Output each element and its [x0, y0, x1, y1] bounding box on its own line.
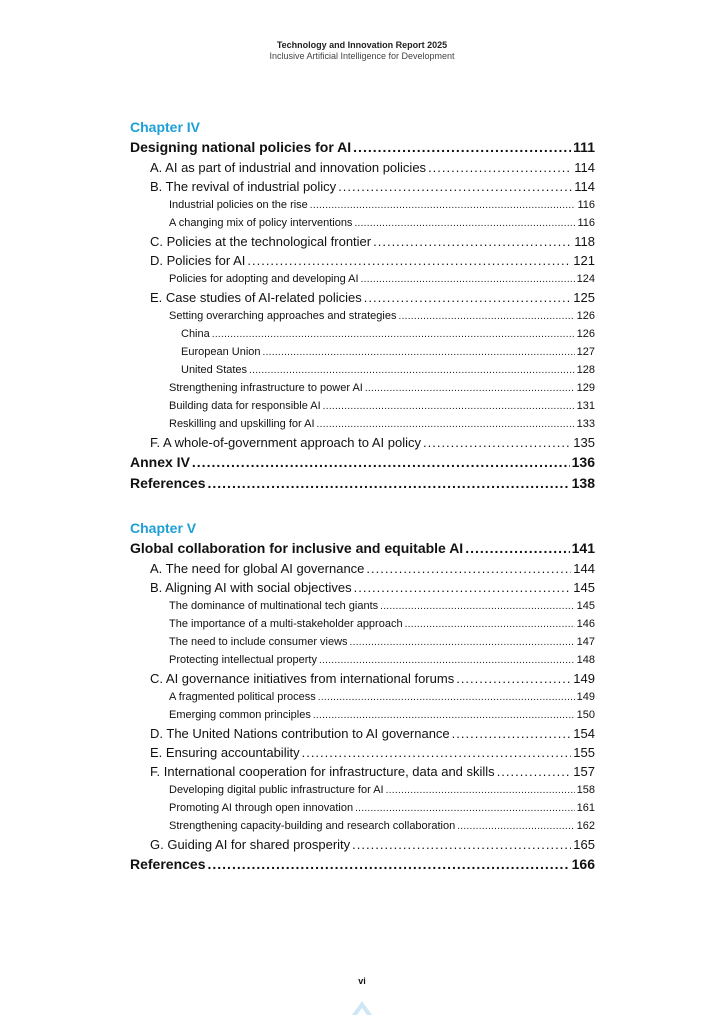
toc-entry[interactable] — [130, 559, 595, 578]
toc-entry[interactable] — [130, 433, 595, 452]
toc-entry-page: 145 — [576, 600, 595, 612]
toc-entry-page: 162 — [576, 820, 595, 832]
toc-entry-title: Annex IV — [130, 454, 190, 470]
toc-entry-title: The dominance of multinational tech giants — [169, 600, 379, 612]
toc-entry-title: Strengthening infrastructure to power AI — [169, 382, 363, 394]
toc-entry-title: References — [130, 856, 206, 872]
toc-entry-title: References — [130, 475, 206, 491]
toc-entry[interactable] — [130, 835, 595, 854]
toc-entry[interactable] — [130, 578, 595, 597]
toc-entry[interactable] — [130, 633, 595, 651]
dot-leader — [208, 473, 570, 494]
toc-entry-page: 166 — [571, 856, 595, 872]
dot-leader — [405, 616, 575, 634]
toc-entry-page: 124 — [576, 273, 595, 285]
toc-entry-title: D. The United Nations contribution to AI governance — [150, 726, 450, 741]
toc-entry-title: Promoting AI through open innovation — [169, 802, 354, 814]
toc-entry[interactable] — [130, 799, 595, 817]
toc-entry-page: 118 — [574, 234, 595, 249]
toc-entry-page: 158 — [576, 784, 595, 796]
dot-leader — [319, 652, 575, 670]
toc-entry[interactable] — [130, 214, 595, 232]
dot-leader — [354, 215, 575, 233]
dot-leader — [497, 762, 572, 781]
toc-entry-page: 128 — [576, 364, 595, 376]
toc-entry[interactable] — [130, 817, 595, 835]
dot-leader — [310, 197, 576, 215]
toc-entry-page: 149 — [576, 691, 595, 703]
chevron-up-icon[interactable] — [350, 995, 374, 1017]
toc-chapter-5 — [130, 518, 595, 875]
toc-entry-page: 145 — [573, 580, 595, 595]
chapter-label: Chapter IV — [130, 119, 201, 135]
toc-entry-title: C. AI governance initiatives from international forums — [150, 671, 455, 686]
toc-entry-title: Strengthening capacity-building and research collaboration — [169, 820, 456, 832]
dot-leader — [373, 232, 572, 251]
toc-entry[interactable] — [130, 706, 595, 724]
dot-leader — [354, 578, 572, 597]
dot-leader — [317, 416, 575, 434]
toc-entry-title: E. Ensuring accountability — [150, 745, 300, 760]
toc-entry-title: Global collaboration for inclusive and equitable AI — [130, 540, 464, 556]
toc-entry[interactable] — [130, 343, 595, 361]
toc-entry-title: Protecting intellectual property — [169, 654, 317, 666]
toc-entry-page: 154 — [573, 726, 595, 741]
report-title: Technology and Innovation Report 2025 — [276, 40, 448, 50]
dot-leader — [249, 362, 575, 380]
dot-leader — [352, 835, 571, 854]
dot-leader — [366, 559, 571, 578]
toc-entry[interactable] — [130, 177, 595, 196]
dot-leader — [338, 177, 572, 196]
toc-entry[interactable] — [130, 724, 595, 743]
dot-leader — [398, 308, 574, 326]
toc-entry-page: 146 — [576, 618, 595, 630]
toc-entry-title: A changing mix of policy interventions — [169, 217, 353, 229]
toc-entry-page: 125 — [573, 290, 595, 305]
chapter-label: Chapter V — [130, 520, 197, 536]
toc-entry-title: The importance of a multi-stakeholder approach — [169, 618, 403, 630]
toc-entry[interactable] — [130, 397, 595, 415]
toc-entry[interactable] — [130, 196, 595, 214]
toc-chapter-4 — [130, 117, 595, 494]
dot-leader — [386, 782, 575, 800]
toc-entry-page: 135 — [573, 435, 595, 450]
toc-entry-page: 121 — [573, 253, 595, 268]
toc-entry-title: United States — [181, 364, 248, 376]
dot-leader — [465, 538, 569, 559]
toc-entry-page: 116 — [577, 217, 595, 229]
toc-entry[interactable] — [130, 597, 595, 615]
toc-entry[interactable] — [130, 361, 595, 379]
toc-entry-title: B. The revival of industrial policy — [150, 179, 337, 194]
toc-entry-page: 126 — [576, 310, 595, 322]
toc-entry[interactable] — [130, 288, 595, 307]
dot-leader — [355, 800, 575, 818]
toc-entry[interactable] — [130, 669, 595, 688]
dot-leader — [208, 854, 570, 875]
toc-entry-title: China — [181, 328, 210, 340]
toc-entry[interactable] — [130, 158, 595, 177]
toc-entry[interactable] — [130, 615, 595, 633]
toc-entry-page: 141 — [571, 540, 595, 556]
toc-entry[interactable] — [130, 307, 595, 325]
toc-entry-title: D. Policies for AI — [150, 253, 246, 268]
toc-entry[interactable] — [130, 473, 595, 494]
toc-entry[interactable] — [130, 452, 595, 473]
toc-entry[interactable] — [130, 538, 595, 559]
dot-leader — [350, 634, 575, 652]
dot-leader — [313, 707, 575, 725]
dot-leader — [452, 724, 572, 743]
toc-entry-title: A fragmented political process — [169, 691, 316, 703]
toc-entry-page: 114 — [574, 179, 595, 194]
toc-entry-title: B. Aligning AI with social objectives — [150, 580, 352, 595]
toc-entry-page: 165 — [573, 837, 595, 852]
toc-entry-page: 150 — [576, 709, 595, 721]
dot-leader — [192, 452, 570, 473]
toc-entry-page: 155 — [573, 745, 595, 760]
dot-leader — [428, 158, 572, 177]
dot-leader — [457, 818, 574, 836]
toc-entry[interactable] — [130, 854, 595, 875]
toc-entry[interactable] — [130, 415, 595, 433]
toc-entry-title: A. AI as part of industrial and innovation policies — [150, 160, 427, 175]
dot-leader — [318, 689, 575, 707]
toc-entry-page: 149 — [573, 671, 595, 686]
toc-entry-page: 138 — [571, 475, 595, 491]
toc-entry[interactable] — [130, 688, 595, 706]
toc-entry-title: Developing digital public infrastructure for AI — [169, 784, 384, 796]
toc-entry[interactable] — [130, 232, 595, 251]
toc-entry-page: 114 — [574, 160, 595, 175]
dot-leader — [212, 326, 575, 344]
toc-entry-page: 116 — [577, 199, 595, 211]
toc-entry-page: 126 — [576, 328, 595, 340]
toc-entry-page: 129 — [576, 382, 595, 394]
toc-entry-page: 127 — [576, 346, 595, 358]
running-header — [0, 40, 724, 62]
toc-entry-title: Emerging common principles — [169, 709, 311, 721]
toc-entry-title: Building data for responsible AI — [169, 400, 321, 412]
toc-entry[interactable] — [130, 137, 595, 158]
toc-entry[interactable] — [130, 781, 595, 799]
toc-entry[interactable] — [130, 743, 595, 762]
dot-leader — [323, 398, 575, 416]
dot-leader — [353, 137, 571, 158]
toc-entry[interactable] — [130, 651, 595, 669]
dot-leader — [247, 251, 571, 270]
dot-leader — [263, 344, 575, 362]
toc-entry[interactable] — [130, 379, 595, 397]
toc-entry-title: European Union — [181, 346, 261, 358]
dot-leader — [423, 433, 571, 452]
toc-entry-page: 111 — [573, 139, 595, 155]
toc-entry[interactable] — [130, 270, 595, 288]
toc-entry-page: 136 — [571, 454, 595, 470]
report-subtitle: Inclusive Artificial Intelligence for Development — [269, 51, 455, 61]
toc-entry-title: The need to include consumer views — [169, 636, 348, 648]
dot-leader — [361, 271, 575, 289]
toc-entry-title: G. Guiding AI for shared prosperity — [150, 837, 351, 852]
toc-entry-page: 148 — [576, 654, 595, 666]
dot-leader — [365, 380, 575, 398]
toc-entry-page: 161 — [576, 802, 595, 814]
toc-entry-title: F. International cooperation for infrastructure, data and skills — [150, 764, 495, 779]
toc-entry-title: Setting overarching approaches and strategies — [169, 310, 397, 322]
toc-entry-title: A. The need for global AI governance — [150, 561, 365, 576]
toc-entry-title: Reskilling and upskilling for AI — [169, 418, 315, 430]
toc-entry[interactable] — [130, 762, 595, 781]
toc-entry-title: Industrial policies on the rise — [169, 199, 308, 211]
toc-entry-title: C. Policies at the technological frontier — [150, 234, 372, 249]
dot-leader — [364, 288, 572, 307]
toc-entry[interactable] — [130, 325, 595, 343]
dot-leader — [380, 598, 575, 616]
dot-leader — [456, 669, 571, 688]
toc-entry-title: Designing national policies for AI — [130, 139, 352, 155]
page-number: vi — [358, 976, 366, 986]
toc-entry-page: 144 — [573, 561, 595, 576]
toc-entry-title: Policies for adopting and developing AI — [169, 273, 359, 285]
toc-entry-page: 133 — [576, 418, 595, 430]
toc-entry[interactable] — [130, 251, 595, 270]
toc-entry-title: F. A whole-of-government approach to AI policy — [150, 435, 421, 450]
toc-entry-page: 131 — [576, 400, 595, 412]
dot-leader — [302, 743, 572, 762]
toc-entry-page: 147 — [576, 636, 595, 648]
toc-entry-title: E. Case studies of AI-related policies — [150, 290, 362, 305]
toc-entry-page: 157 — [573, 764, 595, 779]
